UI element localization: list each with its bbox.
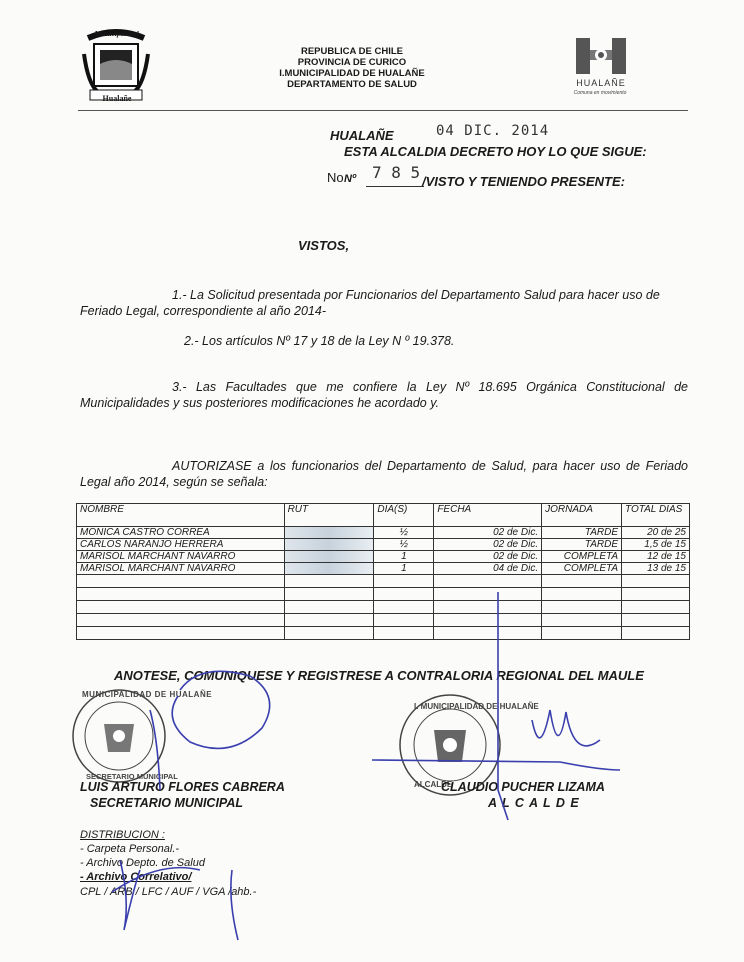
secretary-title: SECRETARIO MUNICIPAL	[90, 796, 244, 810]
cell-nombre: MONICA CASTRO CORREA	[77, 527, 285, 539]
letterhead-line-4: DEPARTAMENTO DE SALUD	[287, 79, 417, 90]
cell-rut-redacted	[284, 539, 374, 551]
cell-total: 20 de 25	[622, 527, 690, 539]
distribution-item: - Archivo Correlativo/	[80, 871, 192, 883]
header-jornada: JORNADA	[542, 504, 622, 527]
mayor-name: CLAUDIO PUCHER LIZAMA	[441, 780, 605, 794]
cell-dias: 1	[374, 551, 434, 563]
cell-dias: ½	[374, 539, 434, 551]
table-row	[77, 527, 690, 539]
cell-dias: 1	[374, 563, 434, 575]
secretary-seal-bottom: SECRETARIO MUNICIPAL	[86, 772, 178, 781]
number-prefix-sign: Nº	[344, 173, 356, 185]
cell-nombre: CARLOS NARANJO HERRERA	[77, 539, 285, 551]
table-empty-row	[77, 601, 690, 614]
cell-total: 1,5 de 15	[622, 539, 690, 551]
distribution-item: CPL / ARB / LFC / AUF / VGA /ahb.-	[80, 886, 257, 898]
date-stamp: 04 DIC. 2014	[436, 123, 550, 139]
table-empty-row	[77, 627, 690, 640]
table-empty-row	[77, 614, 690, 627]
table-row	[77, 551, 690, 563]
cell-dias: ½	[374, 527, 434, 539]
header-dias: DIA(S)	[374, 504, 434, 527]
table-row	[77, 563, 690, 575]
decree-line-1: ESTA ALCALDIA DECRETO HOY LO QUE SIGUE:	[344, 144, 647, 159]
table-row	[77, 539, 690, 551]
cell-fecha: 04 de Dic.	[434, 563, 542, 575]
vistos-item-3: 3.- Las Facultades que me confiere la Ley Nº 18.695 Orgánica Constitucional de Municipalidades y sus posteriores modificaciones he acordado y.	[80, 380, 688, 410]
cell-fecha: 02 de Dic.	[434, 527, 542, 539]
cell-fecha: 02 de Dic.	[434, 539, 542, 551]
vistos-item-2: 2.- Los artículos Nº 17 y 18 de la Ley N º 19.378.	[184, 334, 455, 348]
header-total-dias: TOTAL DIAS	[622, 504, 690, 527]
number-underline	[366, 186, 424, 187]
table-empty-row	[77, 588, 690, 601]
secretary-seal	[64, 686, 174, 786]
cell-jornada: COMPLETA	[542, 563, 622, 575]
decree-city: HUALAÑE	[330, 128, 394, 143]
header-rut: RUT	[284, 504, 374, 527]
table-header-row	[77, 504, 690, 527]
closing-line: ANOTESE, COMUNIQUESE Y REGISTRESE A CONTRALORIA REGIONAL DEL MAULE	[114, 668, 644, 683]
hualane-brand-text: HUALAÑE	[576, 78, 626, 88]
left-logo-bottom-text: Hualañe	[102, 94, 132, 103]
leave-table	[76, 503, 690, 640]
mayor-title: A L C A L D E	[488, 796, 580, 810]
cell-fecha: 02 de Dic.	[434, 551, 542, 563]
table-empty-row	[77, 575, 690, 588]
cell-total: 12 de 15	[622, 551, 690, 563]
vistos-item-1: 1.- La Solicitud presentada por Funcionarios del Departamento Salud para hacer uso de Feriado Legal, correspondiente al año 2014-	[80, 288, 660, 318]
letterhead-line-1: REPUBLICA DE CHILE	[300, 46, 404, 57]
mayor-seal-bottom: ALCALDE	[414, 780, 453, 789]
left-logo-top-text: Municipalidad	[95, 30, 139, 38]
letterhead-line-3: I.MUNICIPALIDAD DE HUALAÑE	[279, 68, 425, 79]
secretary-name: LUIS ARTURO FLORES CABRERA	[80, 780, 285, 794]
distribution-heading: DISTRIBUCION :	[80, 829, 165, 841]
decree-number: 7 8 5	[372, 163, 421, 182]
cell-rut-redacted	[284, 551, 374, 563]
cell-nombre: MARISOL MARCHANT NAVARRO	[77, 551, 285, 563]
cell-rut-redacted	[284, 563, 374, 575]
decree-line-2: /VISTO Y TENIENDO PRESENTE:	[422, 174, 625, 189]
cell-jornada: COMPLETA	[542, 551, 622, 563]
autorizase-paragraph: AUTORIZASE a los funcionarios del Departamento de Salud, para hacer uso de Feriado Legal año 2014, según se señala:	[80, 459, 688, 489]
secretary-seal-top: MUNICIPALIDAD DE HUALAÑE	[82, 690, 213, 699]
distribution-item: - Archivo Depto. de Salud	[80, 857, 205, 869]
mayor-seal-top: I. MUNICIPALIDAD DE HUALAÑE	[414, 702, 539, 711]
cell-nombre: MARISOL MARCHANT NAVARRO	[77, 563, 285, 575]
cell-jornada: TARDE	[542, 527, 622, 539]
header-divider	[78, 110, 688, 111]
cell-total: 13 de 15	[622, 563, 690, 575]
letterhead-line-2: PROVINCIA DE CURICO	[297, 57, 407, 68]
distribution-item: - Carpeta Personal.-	[80, 843, 180, 855]
number-prefix-no: No	[327, 170, 344, 185]
vistos-heading: VISTOS,	[298, 238, 350, 253]
hualane-tagline: Comuna en movimiento	[573, 90, 627, 96]
header-fecha: FECHA	[434, 504, 542, 527]
cell-rut-redacted	[284, 527, 374, 539]
header-nombre: NOMBRE	[77, 504, 285, 527]
cell-jornada: TARDE	[542, 539, 622, 551]
